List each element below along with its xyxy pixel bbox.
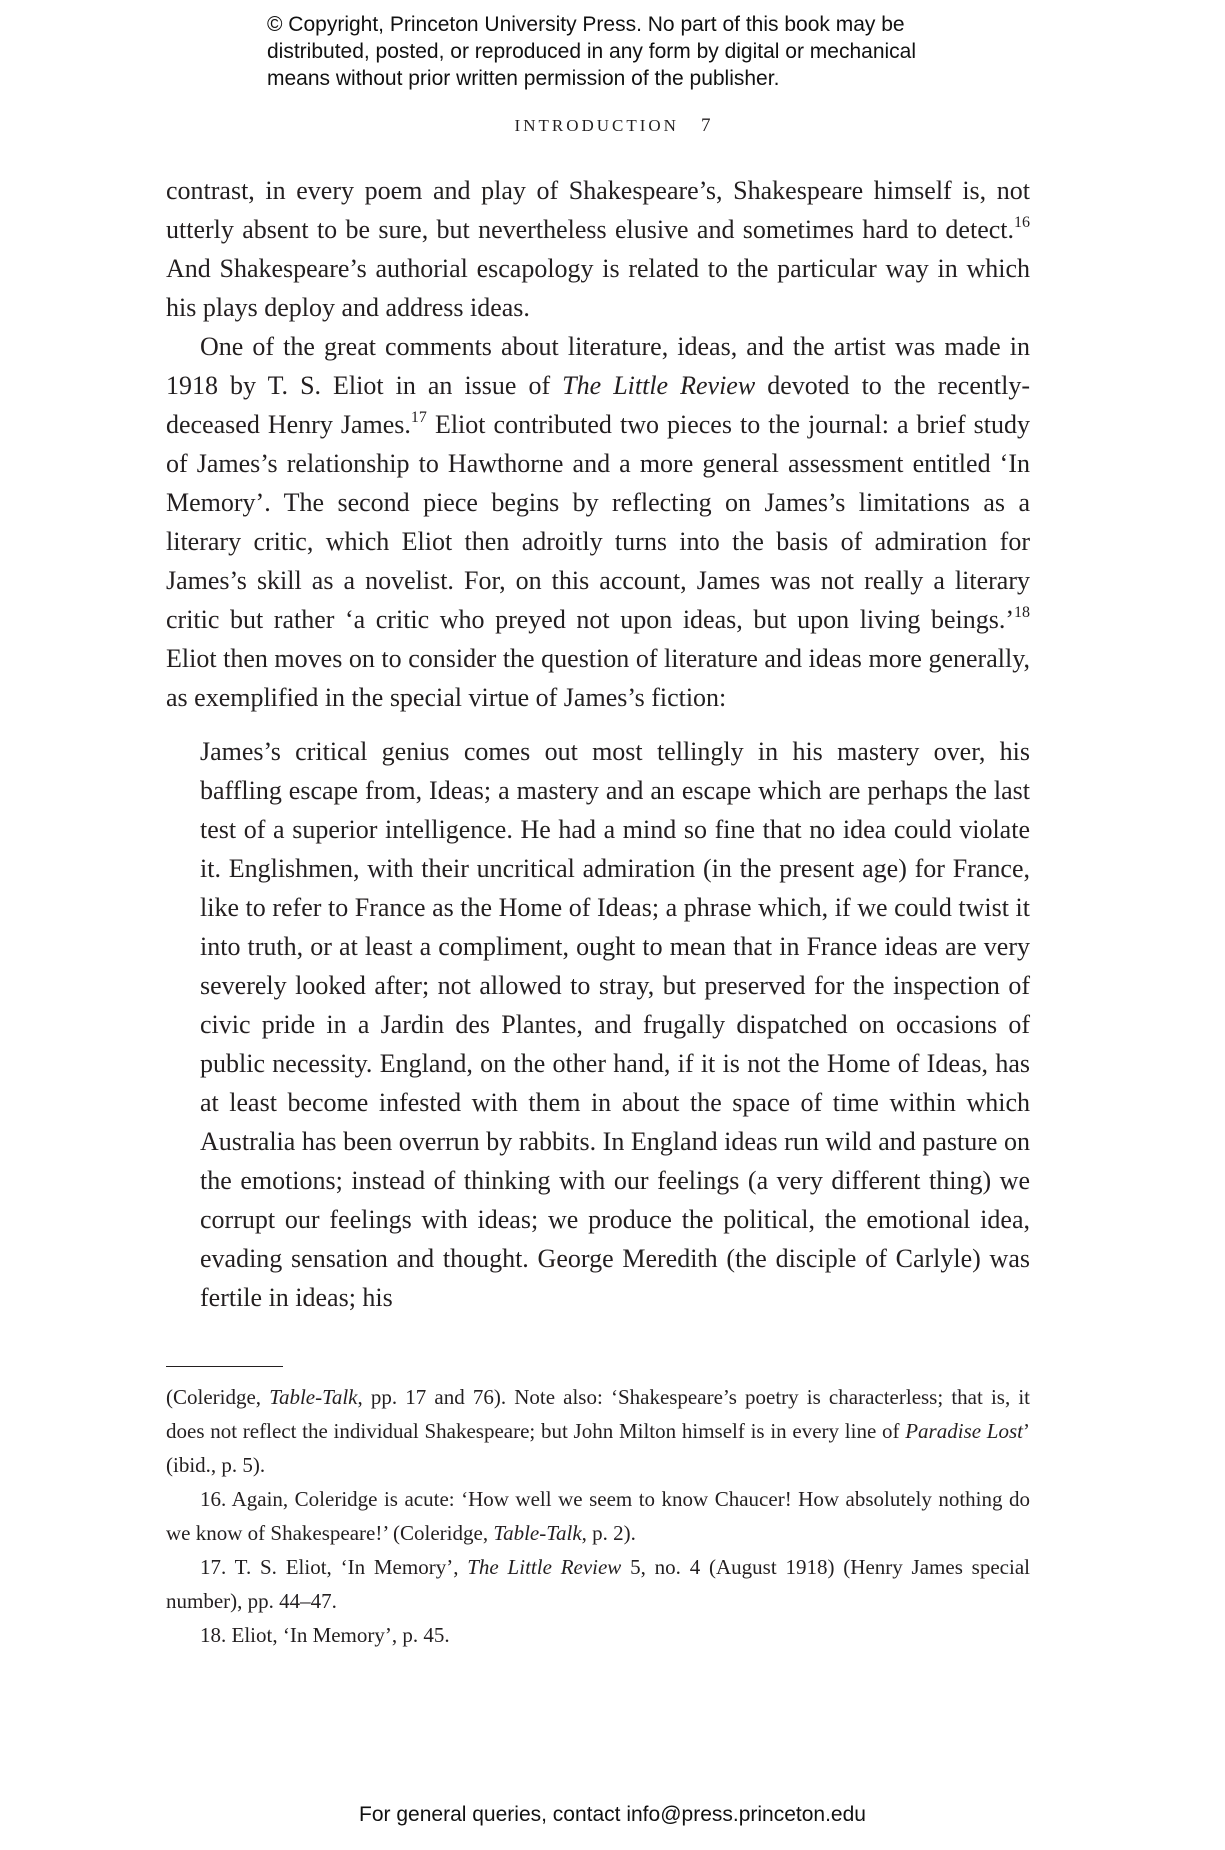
paragraph: [166, 327, 1030, 717]
footnote-ref: 17: [410, 409, 427, 426]
body-text: [166, 171, 1030, 717]
paragraph-text: contrast, in every poem and play of Shakespeare’s, Shakespeare himself is, not utterly absent to be sure, but nevertheless elusive and sometimes hard to detect.: [166, 176, 1030, 244]
paragraph: [166, 171, 1030, 327]
book-title: Paradise Lost: [905, 1419, 1023, 1443]
footnote-text: , p. 2).: [581, 1521, 636, 1545]
paragraph-text: Eliot contributed two pieces to the journal: a brief study of James’s relationship to Hawthorne and a more general assessment entitled ‘In Memory’. The second piece begins by reflecting on James’s limitations as a literary critic, which Eliot then adroitly turns into the basis of admiration for James’s skill as a novelist. For, on this account, James was not really a literary critic but rather ‘a critic who preyed not upon ideas, but upon living beings.’: [166, 410, 1030, 634]
footnote-text: (Coleridge,: [166, 1385, 270, 1409]
footer-contact: For general queries, contact info@press.princeton.edu: [359, 1803, 866, 1826]
footnote-text: 5, no. 4 (August 1918) (Henry James special number), pp. 44–47.: [166, 1555, 1030, 1613]
footnote-divider: [166, 1366, 283, 1367]
footnote-text: 17. T. S. Eliot, ‘In Memory’,: [200, 1555, 468, 1579]
paragraph-text: Eliot then moves on to consider the question of literature and ideas more generally, as exemplified in the special virtue of James’s fiction:: [166, 644, 1030, 712]
book-title: Table-Talk: [493, 1521, 582, 1545]
paragraph-text: devoted to the recently-deceased Henry James.: [166, 371, 1030, 439]
copyright-line: distributed, posted, or reproduced in any form by digital or mechanical: [267, 40, 917, 63]
footnote-continued: [166, 1380, 1030, 1482]
book-title: Table-Talk: [269, 1385, 358, 1409]
footnote-16: [166, 1482, 1030, 1550]
paragraph-text: One of the great comments about literature, ideas, and the artist was made in 1918 by T. S. Eliot in an issue of: [166, 332, 1030, 400]
footnote-text: , pp. 17 and 76). Note also: ‘Shakespeare’s poetry is characterless; that is, it does not reflect the individual Shakespeare; but John Milton himself is in every line of: [166, 1385, 1030, 1443]
page-number: 7: [700, 115, 711, 136]
footnote-17: [166, 1550, 1030, 1618]
footnote-text: ’ (ibid., p. 5).: [166, 1419, 1030, 1477]
paragraph-text: And Shakespeare’s authorial escapology is related to the particular way in which his plays deploy and address ideas.: [166, 254, 1030, 322]
block-quote: James’s critical genius comes out most tellingly in his mastery over, his baffling escape from, Ideas; a mastery and an escape which are perhaps the last test of a superior intelligence. He had a mind so fine that no idea could violate it. Englishmen, with their uncritical admiration (in the present age) for France, like to refer to France as the Home of Ideas; a phrase which, if we could twist it into truth, or at least a compliment, ought to mean that in France ideas are very severely looked after; not allowed to stray, but preserved for the inspection of civic pride in a Jardin des Plantes, and frugally dispatched on occasions of public necessity. England, on the other hand, if it is not the Home of Ideas, has at least become infested with them in about the space of time within which Australia has been overrun by rabbits. In England ideas run wild and pasture on the emotions; instead of thinking with our feelings (a very different thing) we corrupt our feelings with ideas; we produce the political, the emotional idea, evading sensation and thought. George Meredith (the disciple of Carlyle) was fertile in ideas; his: [200, 737, 1030, 1312]
footnote-text: 16. Again, Coleridge is acute: ‘How well we seem to know Chaucer! How absolutely nothing do we know of Shakespeare!’ (Coleridge,: [166, 1487, 1030, 1545]
running-head: [0, 115, 1225, 137]
journal-title: The Little Review: [562, 371, 756, 400]
footnote-text: 18. Eliot, ‘In Memory’, p. 45.: [200, 1623, 450, 1647]
journal-title: The Little Review: [467, 1555, 622, 1579]
copyright-line: © Copyright, Princeton University Press. No part of this book may be: [267, 13, 905, 36]
copyright-notice: [267, 11, 1027, 92]
footnote-ref: 16: [1014, 214, 1030, 231]
footnotes: [166, 1380, 1030, 1652]
footnote-ref: 18: [1014, 604, 1030, 621]
copyright-line: means without prior written permission of the publisher.: [267, 67, 780, 90]
footnote-18: [166, 1618, 1030, 1652]
running-head-title: INTRODUCTION: [514, 116, 679, 135]
